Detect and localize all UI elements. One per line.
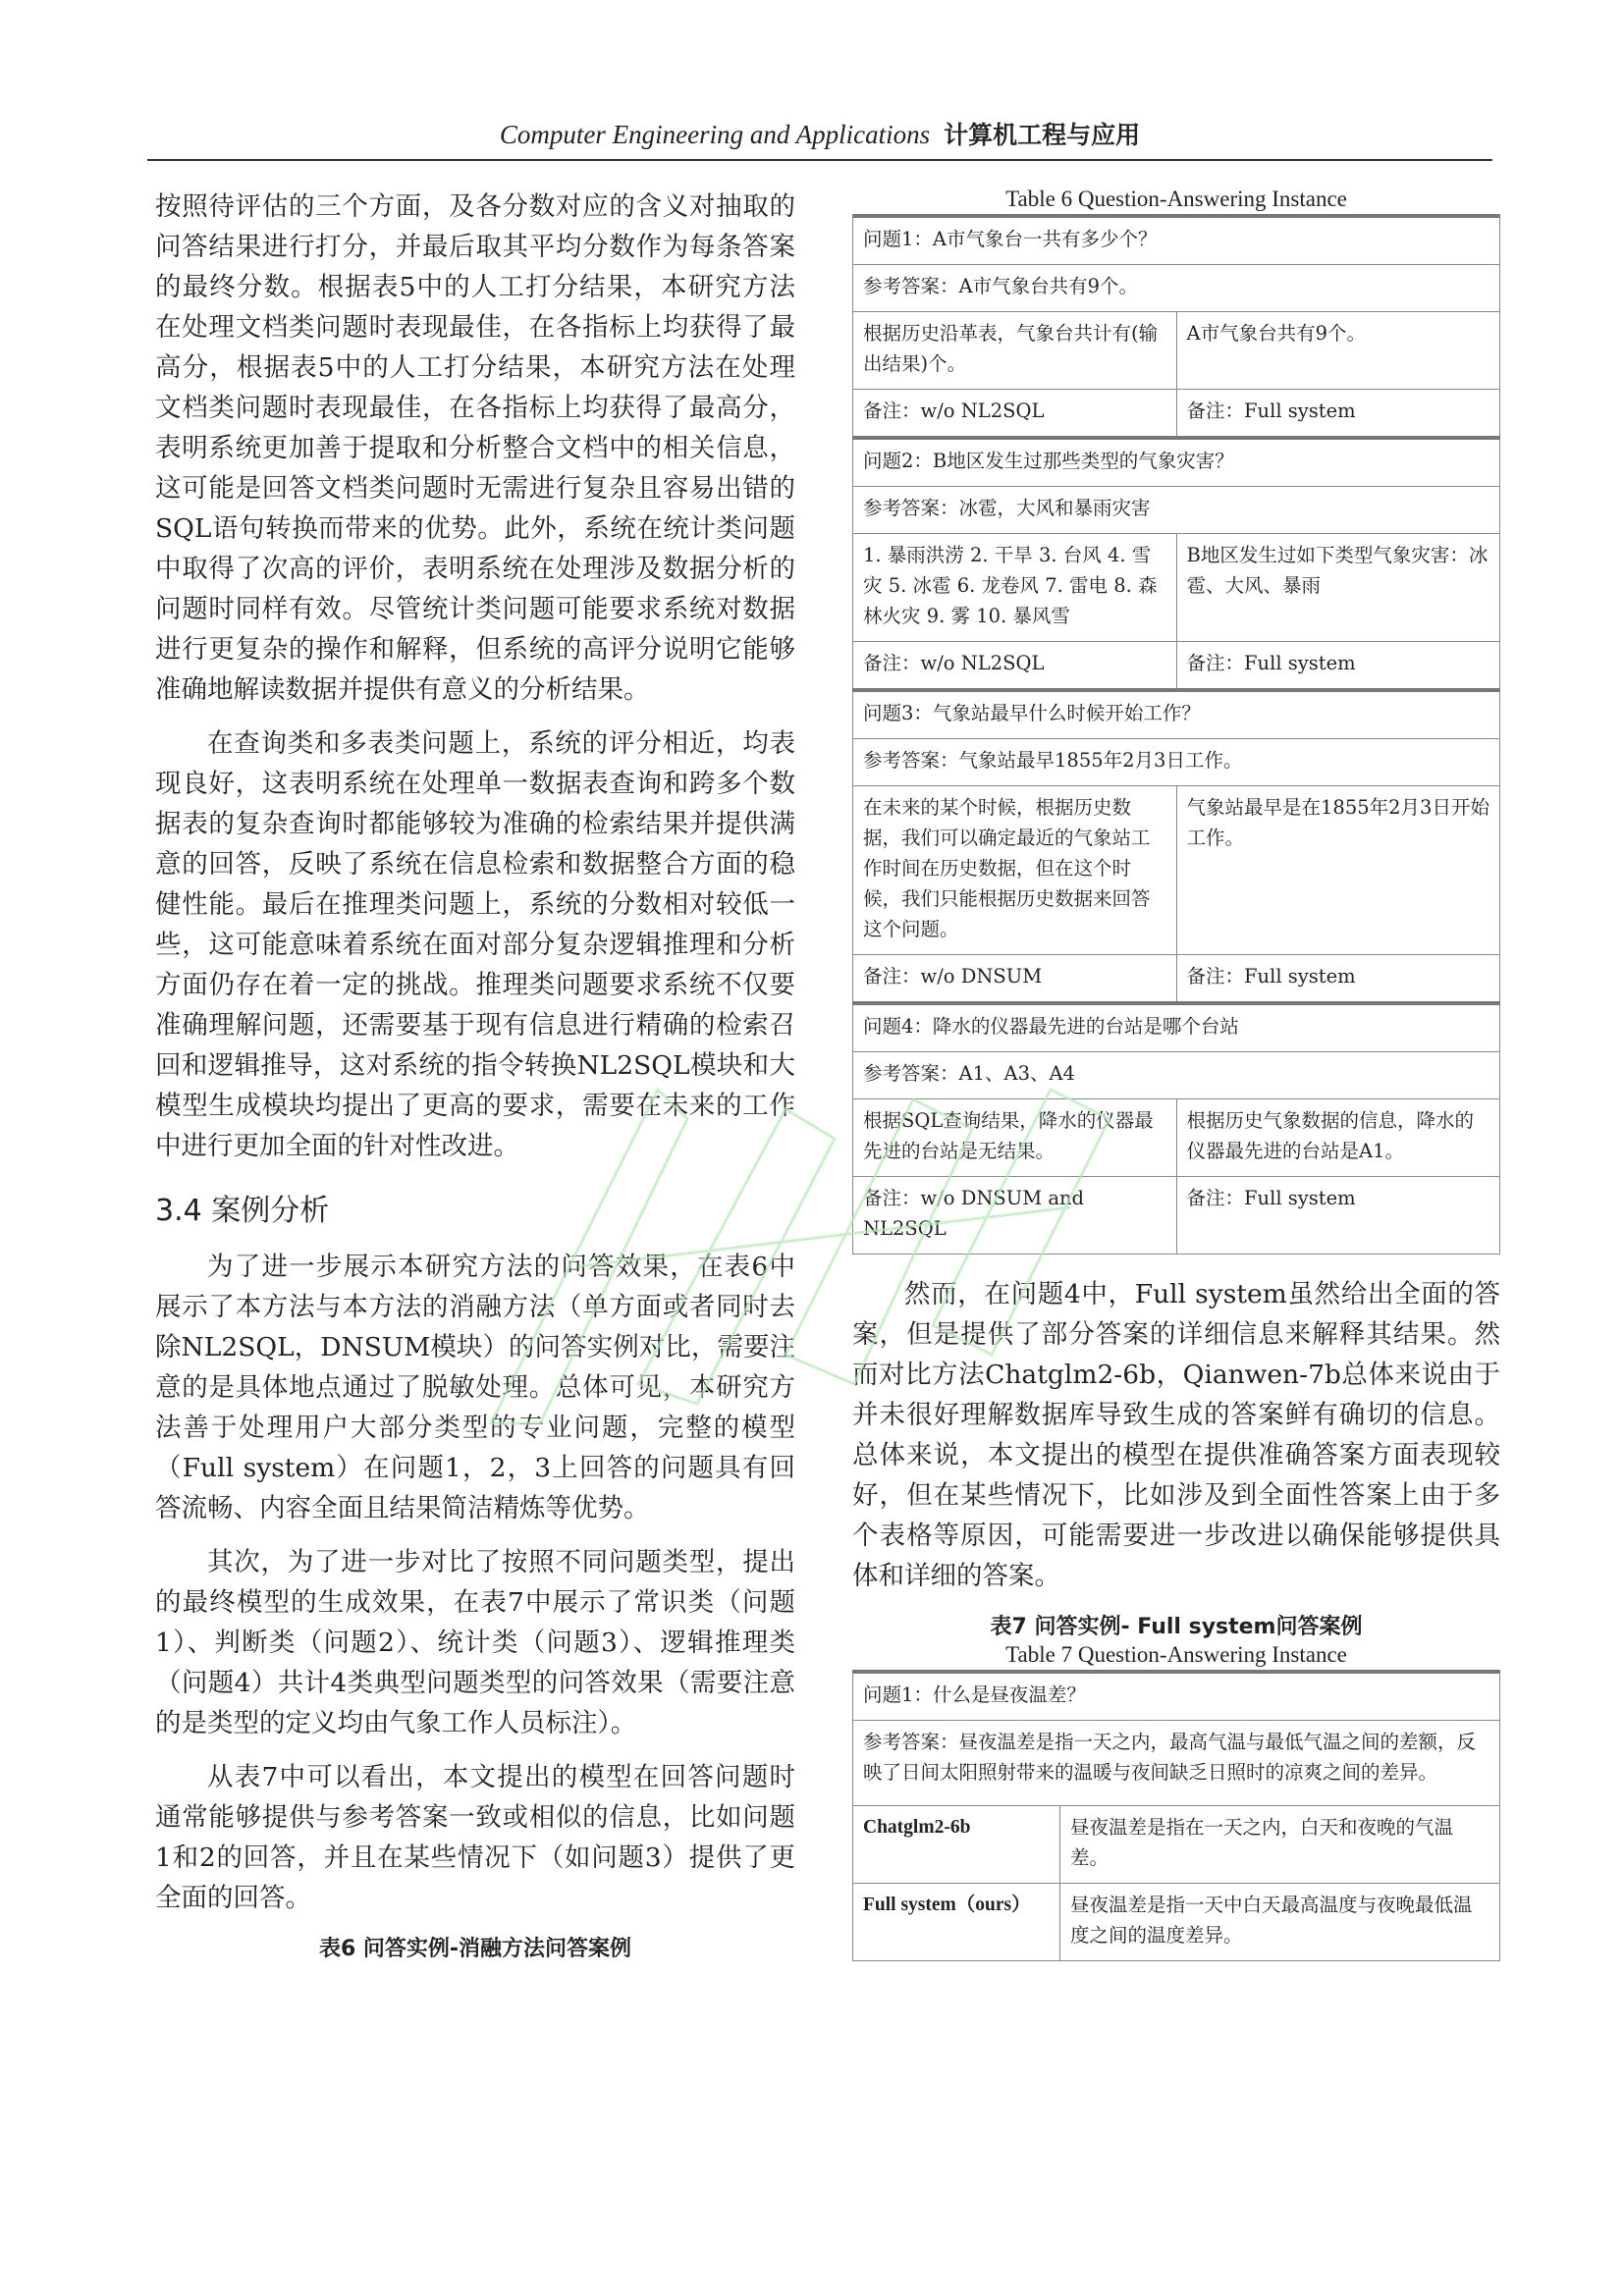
table6-answer-full: 气象站最早是在1855年2月3日开始工作。: [1176, 786, 1500, 955]
table7-row: [853, 1884, 1500, 1961]
table7-model-name: Chatglm2-6b: [853, 1806, 1060, 1884]
table6-note-ablation: 备注：w/o DNSUM: [853, 955, 1177, 1004]
table6-caption-cn: 表6 问答实例-消融方法问答案例: [318, 1937, 632, 1961]
paragraph-2: 在查询类和多表类问题上，系统的评分相近，均表现良好，这表明系统在处理单一数据表查询和跨多个数据表的复杂查询时都能够较为准确的检索结果并提供满意的回答，反映了系统在信息检索和数据整合方面的稳健性能。最后在推理类问题上，系统的分数相对较低一些，这可能意味着系统在面对部分复杂逻辑推理和分析方面仍存在着一定的挑战。推理类问题要求系统不仅要准确理解问题，还需要基于现有信息进行精确的检索召回和逻辑推导，这对系统的指令转换NL2SQL模块和大模型生成模块均提出了更高的要求，需要在未来的工作中进行更加全面的针对性改进。: [155, 728, 795, 1161]
table6-question: 问题2：B地区发生过那些类型的气象灾害？: [853, 438, 1500, 487]
table6-answer-ablation: 根据历史沿革表，气象台共计有(输出结果)个。: [853, 312, 1177, 390]
table7-model-answer: 昼夜温差是指在一天之内，白天和夜晚的气温差。: [1060, 1806, 1500, 1884]
table6-answer-ablation: 根据SQL查询结果，降水的仪器最先进的台站是无结果。: [853, 1099, 1177, 1177]
table6-question: 问题1：A市气象台一共有多少个？: [853, 216, 1500, 265]
table6: [852, 214, 1500, 1255]
section-heading: 3.4 案例分析: [155, 1194, 330, 1228]
table6-row: [853, 1052, 1500, 1099]
table6-reference: 参考答案：气象站最早1855年2月3日工作。: [853, 739, 1500, 786]
table6-row: [853, 739, 1500, 786]
table7-question-row: [853, 1672, 1500, 1721]
table7-model-name: Full system（ours）: [853, 1884, 1060, 1961]
paragraph-4: 其次，为了进一步对比了按照不同问题类型，提出的最终模型的生成效果，在表7中展示了常识类（问题1）、判断类（问题2）、统计类（问题3）、逻辑推理类（问题4）共计4类典型问题类型的问答效果（需要注意的是类型的定义均由气象工作人员标注）。: [155, 1547, 795, 1738]
paragraph-1: 按照待评估的三个方面，及各分数对应的含义对抽取的问答结果进行打分，并最后取其平均分数作为每条答案的最终分数。根据表5中的人工打分结果，本研究方法在处理文档类问题时表现最佳，在各指标上均获得了最高分，根据表5中的人工打分结果，本研究方法在处理文档类问题时表现最佳，在各指标上均获得了最高分，表明系统更加善于提取和分析整合文档中的相关信息，这可能是回答文档类问题时无需进行复杂且容易出错的SQL语句转换而带来的优势。此外，系统在统计类问题中取得了次高的评价，表明系统在处理涉及数据分析的问题时同样有效。尽管统计类问题可能要求系统对数据进行更复杂的操作和解释，但系统的高评分说明它能够准确地解读数据并提供有意义的分析结果。: [155, 191, 795, 705]
table7: [852, 1670, 1500, 1961]
table6-row: [853, 1177, 1500, 1255]
left-column: [155, 187, 795, 1964]
table6-row: [853, 534, 1500, 642]
table7-caption-en: Table 7 Question-Answering Instance: [1005, 1642, 1347, 1667]
right-paragraph-1: 然而，在问题4中，Full system虽然给出全面的答案，但是提供了部分答案的详细信息来解释其结果。然而对比方法Chatglm2-6b，Qianwen-7b总体来说由于并未很好理解数据库导致生成的答案鲜有确切的信息。总体来说，本文提出的模型在提供准确答案方面表现较好，但在某些情况下，比如涉及到全面性答案上由于多个表格等原因，可能需要进一步改进以确保能够提供具体和详细的答案。: [852, 1279, 1500, 1591]
table6-row: [853, 690, 1500, 739]
table6-row: [853, 265, 1500, 312]
table6-caption-en: Table 6 Question-Answering Instance: [1005, 187, 1347, 211]
table6-row: [853, 216, 1500, 265]
table6-note-ablation: 备注：w/o DNSUM and NL2SQL: [853, 1177, 1177, 1255]
table6-question: 问题3：气象站最早什么时候开始工作？: [853, 690, 1500, 739]
table6-row: [853, 390, 1500, 439]
running-header: [147, 116, 1492, 161]
table7-question: 问题1：什么是昼夜温差？: [853, 1672, 1500, 1721]
table6-row: [853, 1003, 1500, 1052]
table7-row: [853, 1806, 1500, 1884]
table6-reference: 参考答案：A市气象台共有9个。: [853, 265, 1500, 312]
table6-row: [853, 786, 1500, 955]
table7-reference-row: [853, 1721, 1500, 1806]
table6-note-ablation: 备注：w/o NL2SQL: [853, 390, 1177, 439]
table7-caption-cn: 表7 问答实例- Full system问答案例: [990, 1615, 1363, 1639]
table6-note-full: 备注：Full system: [1176, 955, 1500, 1004]
table6-row: [853, 1099, 1500, 1177]
table6-answer-full: A市气象台共有9个。: [1176, 312, 1500, 390]
table6-question: 问题4：降水的仪器最先进的台站是哪个台站: [853, 1003, 1500, 1052]
table6-note-full: 备注：Full system: [1176, 1177, 1500, 1255]
journal-title-en: Computer Engineering and Applications: [499, 120, 931, 149]
table6-note-full: 备注：Full system: [1176, 642, 1500, 691]
table6-note-full: 备注：Full system: [1176, 390, 1500, 439]
table6-reference: 参考答案：A1、A3、A4: [853, 1052, 1500, 1099]
table6-row: [853, 438, 1500, 487]
table6-answer-ablation: 在未来的某个时候，根据历史数据，我们可以确定最近的气象站工作时间在历史数据，但在这个时候，我们只能根据历史数据来回答这个问题。: [853, 786, 1177, 955]
table6-reference: 参考答案：冰雹，大风和暴雨灾害: [853, 487, 1500, 534]
right-column: [852, 187, 1500, 1961]
paragraph-5: 从表7中可以看出，本文提出的模型在回答问题时通常能够提供与参考答案一致或相似的信息，比如问题1和2的回答，并且在某些情况下（如问题3）提供了更全面的回答。: [155, 1762, 795, 1913]
table6-row: [853, 487, 1500, 534]
journal-title-cn: 计算机工程与应用: [944, 121, 1141, 149]
table6-row: [853, 642, 1500, 691]
table6-row: [853, 955, 1500, 1004]
table6-answer-full: 根据历史气象数据的信息，降水的仪器最先进的台站是A1。: [1176, 1099, 1500, 1177]
table6-row: [853, 312, 1500, 390]
table7-reference: 参考答案：昼夜温差是指一天之内，最高气温与最低气温之间的差额，反映了日间太阳照射带来的温暖与夜间缺乏日照时的凉爽之间的差异。: [853, 1721, 1500, 1806]
table6-answer-ablation: 1. 暴雨洪涝 2. 干旱 3. 台风 4. 雪灾 5. 冰雹 6. 龙卷风 7. 雷电 8. 森林火灾 9. 雾 10. 暴风雪: [853, 534, 1177, 642]
table6-answer-full: B地区发生过如下类型气象灾害：冰雹、大风、暴雨: [1176, 534, 1500, 642]
table6-note-ablation: 备注：w/o NL2SQL: [853, 642, 1177, 691]
table7-model-answer: 昼夜温差是指一天中白天最高温度与夜晚最低温度之间的温度差异。: [1060, 1884, 1500, 1961]
paragraph-3: 为了进一步展示本研究方法的问答效果，在表6中展示了本方法与本方法的消融方法（单方面或者同时去除NL2SQL，DNSUM模块）的问答实例对比，需要注意的是具体地点通过了脱敏处理。总体可见，本研究方法善于处理用户大部分类型的专业问题，完整的模型（Full system）在问题1，2，3上回答的问题具有回答流畅、内容全面且结果简洁精炼等优势。: [155, 1252, 795, 1523]
